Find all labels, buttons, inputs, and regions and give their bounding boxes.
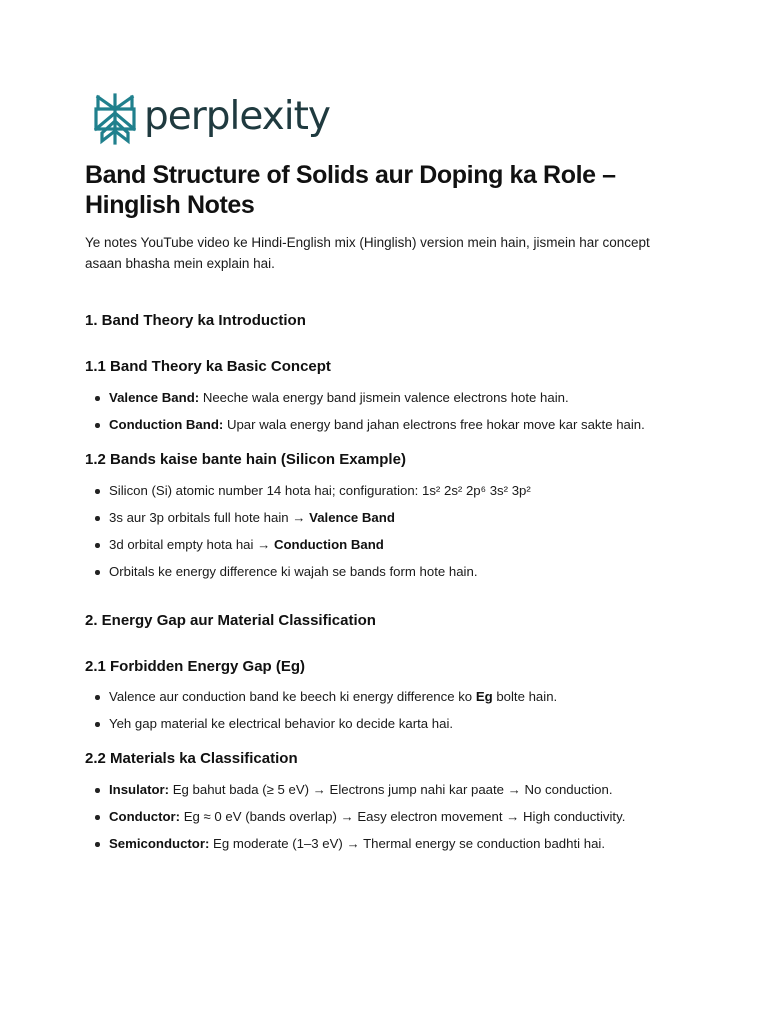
list-item [85,808,685,826]
item-text: 3d orbital empty hota hai → [109,537,274,552]
term-label: Semiconductor: [109,836,210,851]
document-content [85,160,685,862]
term-definition: Eg bahut bada (≥ 5 eV) → Electrons jump nahi kar paate → No conduction. [169,782,613,797]
list-item [85,835,685,853]
brand-header [94,93,330,145]
term-definition: Eg moderate (1–3 eV) → Thermal energy se conduction badhti hai. [209,836,605,851]
list-item [85,536,685,554]
section-1-2-list [85,482,685,581]
section-2-heading: 2. Energy Gap aur Material Classification [85,612,376,629]
term-label: Insulator: [109,782,170,797]
list-item [85,688,685,706]
intro-paragraph: Ye notes YouTube video ke Hindi-English mix (Hinglish) version mein hain, jismein har concept asaan bhasha mein explain hai. [85,235,650,271]
item-text: Orbitals ke energy difference ki wajah se bands form hote hain. [109,564,478,579]
item-text: 3s aur 3p orbitals full hote hain → [109,510,310,525]
list-item [85,509,685,527]
section-2-2-heading: 2.2 Materials ka Classification [85,750,298,767]
term-definition: Eg ≈ 0 eV (bands overlap) → Easy electron movement → High conductivity. [180,809,626,824]
perplexity-logo-icon [94,93,136,145]
term-label: Conductor: [109,809,181,824]
item-text: Valence aur conduction band ke beech ki energy difference ko [109,689,476,704]
section-1-heading: 1. Band Theory ka Introduction [85,312,306,329]
item-emphasis: Conduction Band [273,537,384,552]
section-1-2-heading: 1.2 Bands kaise bante hain (Silicon Example) [85,451,406,468]
list-item [85,715,685,733]
term-definition: Neeche wala energy band jismein valence electrons hote hain. [199,390,569,405]
section-2-1-list [85,688,685,733]
document-title: Band Structure of Solids aur Doping ka Role – Hinglish Notes [85,161,616,219]
list-item [85,389,685,407]
list-item [85,781,685,799]
item-emphasis: Eg [475,689,493,704]
section-2-2-list [85,781,685,853]
item-text: Silicon (Si) atomic number 14 hota hai; configuration: 1s² 2s² 2p⁶ 3s² 3p² [109,483,531,498]
list-item [85,563,685,581]
list-item [85,416,685,434]
brand-name: perplexity [144,93,330,139]
item-text-end: bolte hain. [492,689,558,704]
term-definition: Upar wala energy band jahan electrons free hokar move kar sakte hain. [223,417,645,432]
item-emphasis: Valence Band [309,510,395,525]
item-text: Yeh gap material ke electrical behavior ko decide karta hai. [109,716,454,731]
term-label: Conduction Band: [109,417,224,432]
list-item [85,482,685,500]
section-1-1-heading: 1.1 Band Theory ka Basic Concept [85,358,331,375]
section-1-1-list [85,389,685,434]
term-label: Valence Band: [109,390,200,405]
section-2-1-heading: 2.1 Forbidden Energy Gap (Eg) [85,658,306,675]
